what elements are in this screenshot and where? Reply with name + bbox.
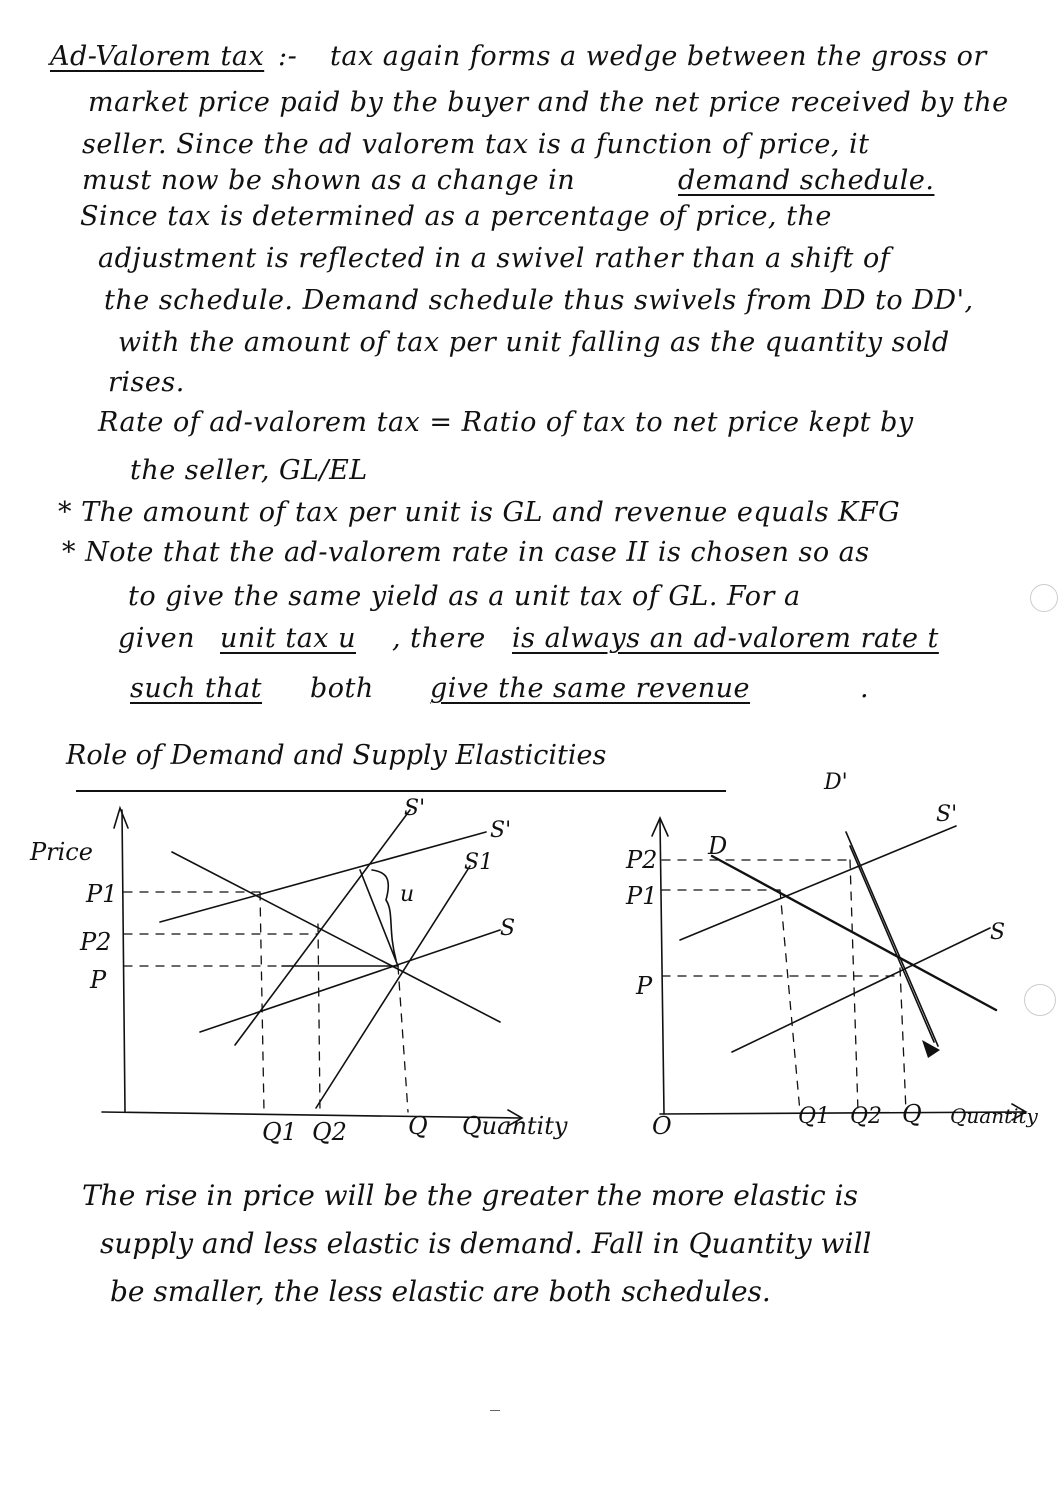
text-line-3-content: seller. Since the ad valorem tax is a function of price, it	[82, 129, 870, 160]
text-line-9-content: rises.	[108, 367, 185, 398]
graph2-s-prime-label: S'	[936, 802, 958, 827]
graph1-wedge-u	[372, 870, 396, 960]
conclusion-line-1-content: The rise in price will be the greater the more elastic is	[82, 1179, 858, 1212]
graph1-s-prime-top-label: S'	[404, 796, 426, 821]
graph1-s1-label: S1	[464, 850, 494, 875]
graph2-d-prime-label: D'	[824, 770, 848, 795]
graph1-curves	[160, 810, 500, 1108]
graph2-demand-dd	[712, 856, 996, 1010]
graph2-d-label: D	[708, 832, 728, 860]
graph1-quantity-label: Quantity	[462, 1112, 568, 1140]
text-line-4-content: must now be shown as a change in	[82, 165, 576, 196]
heading-separator: :-	[278, 41, 298, 72]
such-that-underlined: such that	[130, 673, 263, 704]
text-line-1-rest: tax again forms a wedge between the gross or	[330, 41, 987, 72]
graph1-q1-label: Q1	[262, 1118, 297, 1146]
scan-hole-bottom	[1024, 984, 1056, 1016]
same-revenue-underlined: give the same revenue	[430, 673, 751, 704]
graph2-axes	[652, 818, 1026, 1120]
graph1-s-label: S	[500, 916, 516, 941]
graph2-demand-dd-prime-2	[850, 846, 934, 1042]
text-line-7-content: the schedule. Demand schedule thus swivels from DD to DD',	[104, 285, 974, 316]
graph2-origin-label: O	[652, 1112, 672, 1140]
graph2-supply-s	[732, 928, 990, 1052]
conclusion-line-2-content: supply and less elastic is demand. Fall in Quantity will	[100, 1227, 872, 1260]
section-heading: Role of Demand and Supply Elasticities	[66, 740, 607, 771]
text-line-10-content: Rate of ad-valorem tax = Ratio of tax to net price kept by	[98, 407, 914, 438]
bullet-line-5-middle: both	[310, 673, 374, 704]
graph1-s-prime-label: S'	[490, 818, 512, 843]
bullet-line-3-content: to give the same yield as a unit tax of GL. For a	[128, 581, 801, 612]
graph1-demand-line	[172, 852, 500, 1022]
graph1-p2-label: P2	[80, 928, 112, 956]
graph1-price-label: Price	[30, 838, 93, 866]
scan-hole-top	[1030, 584, 1058, 612]
graph2-p-label: P	[636, 972, 653, 1000]
graph1-axes	[102, 808, 522, 1126]
graph1-supply-s1	[316, 866, 470, 1108]
text-line-6-content: adjustment is reflected in a swivel rather than a shift of	[98, 243, 891, 274]
conclusion-line-3-content: be smaller, the less elastic are both schedules.	[110, 1275, 771, 1308]
ad-valorem-rate-underlined: is always an ad-valorem rate t	[512, 623, 939, 654]
bullet-line-2-content: * Note that the ad-valorem rate in case II is chosen so as	[62, 537, 870, 568]
text-line-5-content: Since tax is determined as a percentage of price, the	[80, 201, 832, 232]
unit-tax-u-underlined: unit tax u	[220, 623, 356, 654]
graph2-quantity-label: Quantity	[950, 1104, 1038, 1128]
bullet-line-1-content: * The amount of tax per unit is GL and revenue equals KFG	[58, 497, 901, 528]
graph2-s-label: S	[990, 920, 1006, 945]
graph2-q2-label: Q2	[850, 1104, 883, 1129]
page-mark	[490, 1410, 500, 1411]
graph1-q-label: Q	[408, 1112, 428, 1140]
bullet-line-4-start: given	[118, 623, 196, 654]
graph2-q1-label: Q1	[798, 1104, 831, 1129]
graph2-p2-label: P2	[626, 846, 658, 874]
text-line-2-content: market price paid by the buyer and the net price received by the	[88, 87, 1009, 118]
demand-schedule-underlined: demand schedule.	[678, 165, 935, 196]
bullet-line-5-period: .	[860, 673, 870, 704]
graph1-guides	[124, 892, 408, 1112]
graph1-u-label: u	[400, 882, 415, 907]
graph1-p1-label: P1	[86, 880, 118, 908]
bullet-line-4-middle: , there	[392, 623, 486, 654]
graph2-q-label: Q	[902, 1100, 922, 1128]
graph1-supply-s	[200, 930, 500, 1032]
graph1-supply-s-prime	[160, 832, 486, 922]
graph1-p-label: P	[90, 966, 107, 994]
graph1-q2-label: Q2	[312, 1118, 347, 1146]
text-line-8-content: with the amount of tax per unit falling as the quantity sold	[118, 327, 950, 358]
ad-valorem-tax-heading: Ad-Valorem tax	[50, 41, 265, 72]
graph2-demand-dd-prime	[846, 832, 938, 1046]
text-line-11-content: the seller, GL/EL	[130, 455, 368, 486]
graph2-p1-label: P1	[626, 882, 658, 910]
